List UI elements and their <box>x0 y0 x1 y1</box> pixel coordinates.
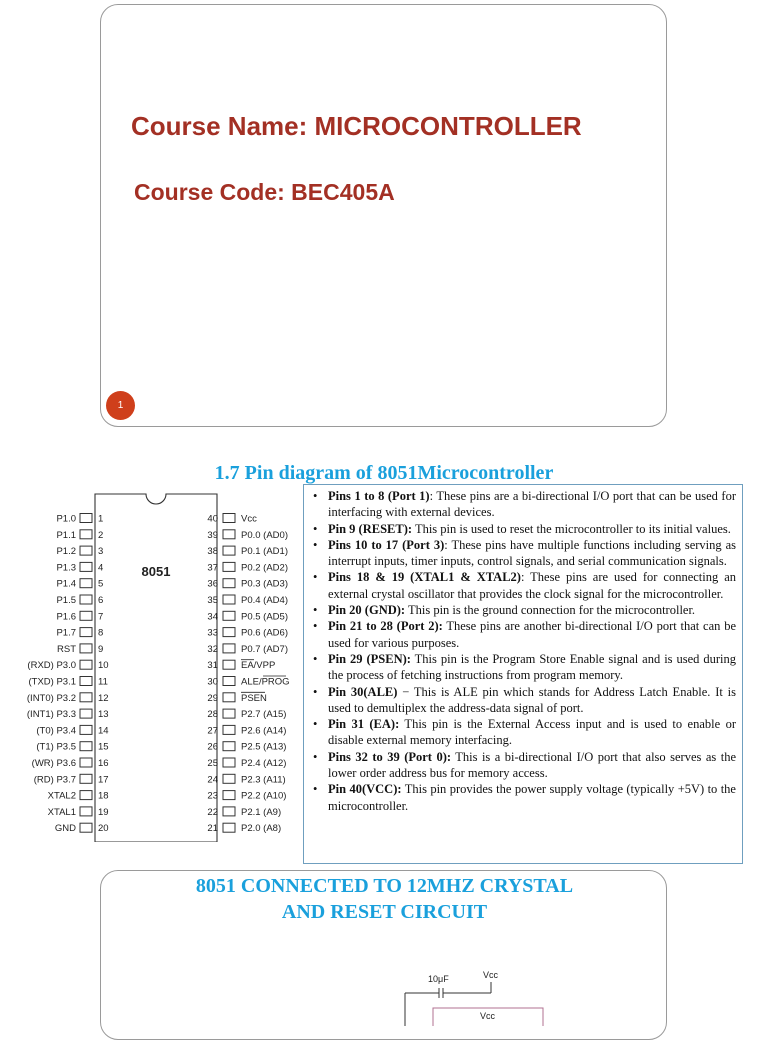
right-pin <box>207 725 286 736</box>
pin-square <box>80 546 92 555</box>
vcc-top-label: Vcc <box>483 970 499 980</box>
right-pin <box>207 595 288 606</box>
pin-number: 7 <box>98 611 104 623</box>
pin-square <box>80 562 92 571</box>
left-pin <box>55 823 109 834</box>
pin-square <box>223 758 235 767</box>
right-pin <box>207 514 257 525</box>
pin-name: P1.0 <box>56 513 76 525</box>
section-title-text: 1.7 Pin diagram of 8051Microcontroller <box>214 462 554 484</box>
pin-number: 36 <box>207 578 218 590</box>
pin-square <box>80 758 92 767</box>
pin-number: 24 <box>207 774 218 786</box>
pin-description-item <box>328 781 736 814</box>
left-pin <box>36 725 108 736</box>
chip-label: 8051 <box>141 564 171 579</box>
pin-name: (RD) P3.7 <box>33 774 76 786</box>
pin-number: 31 <box>207 660 218 672</box>
pin-square <box>223 791 235 800</box>
pin-description-text: : These pins are used for connecting an external crystal oscillator that provides the clock signal for the microcontroller. <box>328 570 736 601</box>
left-pin <box>56 562 103 573</box>
pin-name: P1.4 <box>56 578 76 590</box>
pin-number: 38 <box>207 546 218 558</box>
slide3-title-line1: 8051 CONNECTED TO 12MHZ CRYSTAL <box>195 875 574 897</box>
pin-name: P0.5 (AD5) <box>241 611 288 623</box>
pin-square <box>80 660 92 669</box>
pin-square <box>223 774 235 783</box>
pin-description-text: : These pins are a bi-directional I/O port that can be used for interfacing with external devices. <box>328 489 736 520</box>
pin-name: P1.7 <box>56 627 76 639</box>
pin-square <box>223 628 235 637</box>
pin-number: 30 <box>207 676 218 688</box>
pin-description-text: This pin is the Program Store Enable signal and is used during the process of fetching instructions from program memory. <box>328 651 737 683</box>
pin-square <box>80 611 92 620</box>
pin-number: 19 <box>98 806 109 818</box>
pin-descriptions <box>303 484 743 864</box>
pin-square <box>80 774 92 783</box>
title-slide <box>100 4 667 427</box>
pin-square <box>223 546 235 555</box>
right-pin <box>207 611 288 622</box>
right-pin <box>207 660 275 672</box>
pin-description-heading: Pins 1 to 8 (Port 1) <box>328 489 430 503</box>
pin-name: P1.6 <box>56 611 76 623</box>
pin-name: P1.3 <box>56 562 76 574</box>
pin-name: P0.7 (AD7) <box>241 643 288 655</box>
pin-description-text: This pin provides the power supply voltage (typically +5V) to the microcontroller. <box>328 782 736 813</box>
right-pin <box>207 758 286 769</box>
right-pin <box>207 530 288 541</box>
pin-name: P0.2 (AD2) <box>241 562 288 574</box>
left-pin <box>57 644 103 655</box>
pin-number: 26 <box>207 741 218 753</box>
pin-square <box>223 514 235 523</box>
pin-name: ALE/PROG <box>241 676 290 688</box>
pin-number: 21 <box>207 823 218 835</box>
pin-number: 33 <box>207 627 218 639</box>
pin-name: P2.0 (A8) <box>241 823 282 835</box>
pin-description-text: : These pins have multiple functions including serving as interrupt inputs, timer inputs, control signals, and serial communication signals. <box>328 537 736 569</box>
pin-square <box>223 644 235 653</box>
pin-description-list <box>304 485 742 814</box>
left-pin <box>28 677 107 688</box>
left-pin <box>56 595 103 606</box>
pin-square <box>80 791 92 800</box>
pin-number: 6 <box>98 595 104 606</box>
pin-number: 9 <box>98 643 104 655</box>
crystal-reset-slide <box>100 870 667 1040</box>
pin-square <box>223 693 235 702</box>
pin-description-heading: Pin 30(ALE) <box>328 684 398 699</box>
pin-square <box>223 579 235 588</box>
pin-number: 4 <box>98 562 104 574</box>
right-pin <box>207 562 288 573</box>
pin-number: 29 <box>207 692 218 704</box>
pin-number: 2 <box>98 529 104 541</box>
pin-number: 40 <box>207 513 218 525</box>
pin-square <box>80 677 92 686</box>
right-pin <box>207 742 286 753</box>
pin-name: P0.6 (AD6) <box>241 627 288 639</box>
pin-description-heading: Pins 32 to 39 (Port 0): <box>328 749 452 764</box>
chip-body <box>95 494 217 842</box>
pin-name: P0.3 (AD3) <box>241 578 288 590</box>
pin-square <box>223 677 235 686</box>
pin-number: 16 <box>98 758 109 769</box>
left-pin <box>56 611 103 622</box>
left-pin <box>27 709 109 720</box>
left-pin <box>56 579 103 590</box>
pin-description-text: This pin is used to reset the microcontroller to its initial values. <box>412 521 731 536</box>
pin-square <box>223 611 235 620</box>
right-pin <box>207 644 288 655</box>
pin-description-text: These pins are another bi-directional I/O port that can be used for various purposes. <box>328 619 736 650</box>
pin-number: 12 <box>98 692 109 704</box>
left-pin <box>48 807 109 818</box>
pin-square <box>80 709 92 718</box>
pin-name: P0.1 (AD1) <box>241 546 288 558</box>
pin-number: 15 <box>98 741 109 753</box>
chip-outline <box>95 494 217 842</box>
reset-circuit-diagram <box>401 966 551 1026</box>
pin-number: 22 <box>207 806 218 818</box>
pin-description-heading: Pin 20 (GND): <box>328 603 406 618</box>
left-pin <box>27 660 108 671</box>
pin-square <box>223 742 235 751</box>
right-pin <box>207 628 288 639</box>
pin-number: 39 <box>207 529 218 541</box>
pin-name: (T0) P3.4 <box>36 725 76 737</box>
pin-name: P1.1 <box>56 529 76 541</box>
pin-square <box>80 579 92 588</box>
pin-number: 11 <box>98 676 108 688</box>
pin-diagram-8051 <box>20 490 305 842</box>
pin-name: P2.3 (A11) <box>241 774 286 786</box>
pin-name: P2.7 (A15) <box>241 709 287 721</box>
right-pins <box>207 514 289 835</box>
pin-number: 25 <box>207 758 218 769</box>
pin-square <box>223 562 235 571</box>
page-number-badge: 1 <box>106 391 135 420</box>
pin-description-item <box>328 651 736 684</box>
pin-name: P0.0 (AD0) <box>241 529 288 541</box>
pin-name: Vcc <box>241 513 257 525</box>
pin-description-heading: Pin 9 (RESET): <box>328 521 413 536</box>
pin-description-item <box>328 618 736 651</box>
section-title <box>0 462 768 485</box>
pin-number: 20 <box>98 823 109 835</box>
pin-number: 27 <box>207 725 218 737</box>
pin-square <box>80 514 92 523</box>
pin-number: 34 <box>207 611 218 623</box>
pin-square <box>80 725 92 734</box>
pin-description-item <box>328 602 736 618</box>
pin-number: 1 <box>98 513 104 525</box>
pin-name: XTAL1 <box>47 806 76 818</box>
pin-name: P1.2 <box>56 546 76 558</box>
pin-description-text: This is a bi-directional I/O port that also serves as the lower order address bus for memory access. <box>328 749 736 781</box>
left-pin <box>56 628 103 639</box>
pin-square <box>223 725 235 734</box>
left-pin <box>56 530 103 541</box>
pin-square <box>223 595 235 604</box>
pin-name: P2.6 (A14) <box>241 725 287 737</box>
pin-name: P2.2 (A10) <box>241 790 287 802</box>
pin-name: P2.5 (A13) <box>241 741 287 753</box>
pin-description-heading: Pin 31 (EA): <box>328 717 400 732</box>
pin-description-text: This pin is the ground connection for the microcontroller. <box>405 603 696 618</box>
right-pin <box>207 823 281 834</box>
pin-name: P2.1 (A9) <box>241 806 282 818</box>
pin-name: EA/VPP <box>241 660 276 672</box>
vcc-chip-label: Vcc <box>480 1011 496 1021</box>
pin-square <box>223 709 235 718</box>
pin-square <box>223 823 235 832</box>
pin-description-heading: Pin 21 to 28 (Port 2): <box>328 619 443 634</box>
right-pin <box>207 807 281 818</box>
pin-name: (RXD) P3.0 <box>27 660 76 672</box>
pin-number: 37 <box>207 562 218 574</box>
pin-number: 17 <box>98 774 109 786</box>
left-pin <box>56 546 103 557</box>
pin-description-heading: Pins 10 to 17 (Port 3) <box>328 537 445 552</box>
left-pin <box>48 791 109 802</box>
pin-number: 8 <box>98 627 104 639</box>
slide3-title-line2: AND RESET CIRCUIT <box>281 901 488 923</box>
right-pin <box>207 791 286 802</box>
pin-square <box>80 742 92 751</box>
pin-square <box>80 644 92 653</box>
pin-name: (T1) P3.5 <box>36 741 76 753</box>
right-pin <box>207 774 285 785</box>
pin-number: 13 <box>98 709 109 721</box>
pin-square <box>80 807 92 816</box>
pin-name: (WR) P3.6 <box>31 758 76 769</box>
pin-name: P2.4 (A12) <box>241 758 287 769</box>
pin-description-text: This pin is the External Access input and is used to enable or disable external memory interfacing. <box>328 717 736 748</box>
pin-name: (INT0) P3.2 <box>26 692 76 704</box>
pin-square <box>80 693 92 702</box>
pin-square <box>80 628 92 637</box>
pin-square <box>80 823 92 832</box>
course-name: Course Name: MICROCONTROLLER <box>131 111 582 141</box>
pin-name: GND <box>54 823 76 835</box>
right-pin <box>207 546 288 557</box>
left-pins <box>27 514 109 835</box>
pin-number: 3 <box>98 546 104 558</box>
pin-name: XTAL2 <box>47 790 76 802</box>
pin-square <box>223 807 235 816</box>
left-pin <box>32 758 109 769</box>
pin-description-item <box>328 537 736 570</box>
course-code: Course Code: BEC405A <box>134 179 395 205</box>
pin-description-item <box>328 488 736 521</box>
right-pin <box>207 579 288 590</box>
pin-description-item <box>328 569 736 602</box>
pin-description-item <box>328 716 736 749</box>
pin-description-item <box>328 749 736 782</box>
pin-description-heading: Pins 18 & 19 (XTAL1 & XTAL2) <box>328 570 521 585</box>
pin-description-heading: Pin 40(VCC): <box>328 782 402 797</box>
pin-name: (INT1) P3.3 <box>26 709 76 721</box>
pin-square <box>223 660 235 669</box>
pin-name: P1.5 <box>56 595 76 606</box>
left-pin <box>34 774 109 785</box>
pin-name: (TXD) P3.1 <box>28 676 76 688</box>
right-pin <box>207 676 289 688</box>
pin-name: PSEN <box>241 692 267 704</box>
pin-number: 18 <box>98 790 109 802</box>
pin-number: 32 <box>207 643 218 655</box>
left-pin <box>36 742 108 753</box>
pin-number: 35 <box>207 595 218 606</box>
pin-name: P0.4 (AD4) <box>241 595 288 606</box>
capacitor-label: 10μF <box>428 974 449 984</box>
left-pin <box>56 514 103 525</box>
pin-number: 14 <box>98 725 109 737</box>
pin-square <box>223 530 235 539</box>
left-pin <box>27 693 109 704</box>
pin-name: RST <box>57 643 76 655</box>
pin-description-item <box>328 521 736 537</box>
pin-description-text: − This is ALE pin which stands for Address Latch Enable. It is used to demultiplex the address-data signal of port. <box>328 684 737 715</box>
pin-square <box>80 595 92 604</box>
pin-description-item <box>328 684 736 717</box>
pin-number: 10 <box>98 660 109 672</box>
right-pin <box>207 709 286 720</box>
pin-number: 28 <box>207 709 218 721</box>
pin-number: 23 <box>207 790 218 802</box>
pin-description-heading: Pin 29 (PSEN): <box>328 651 411 666</box>
slide3-title <box>101 873 668 925</box>
pin-square <box>80 530 92 539</box>
right-pin <box>207 692 267 704</box>
pin-number: 5 <box>98 578 104 590</box>
